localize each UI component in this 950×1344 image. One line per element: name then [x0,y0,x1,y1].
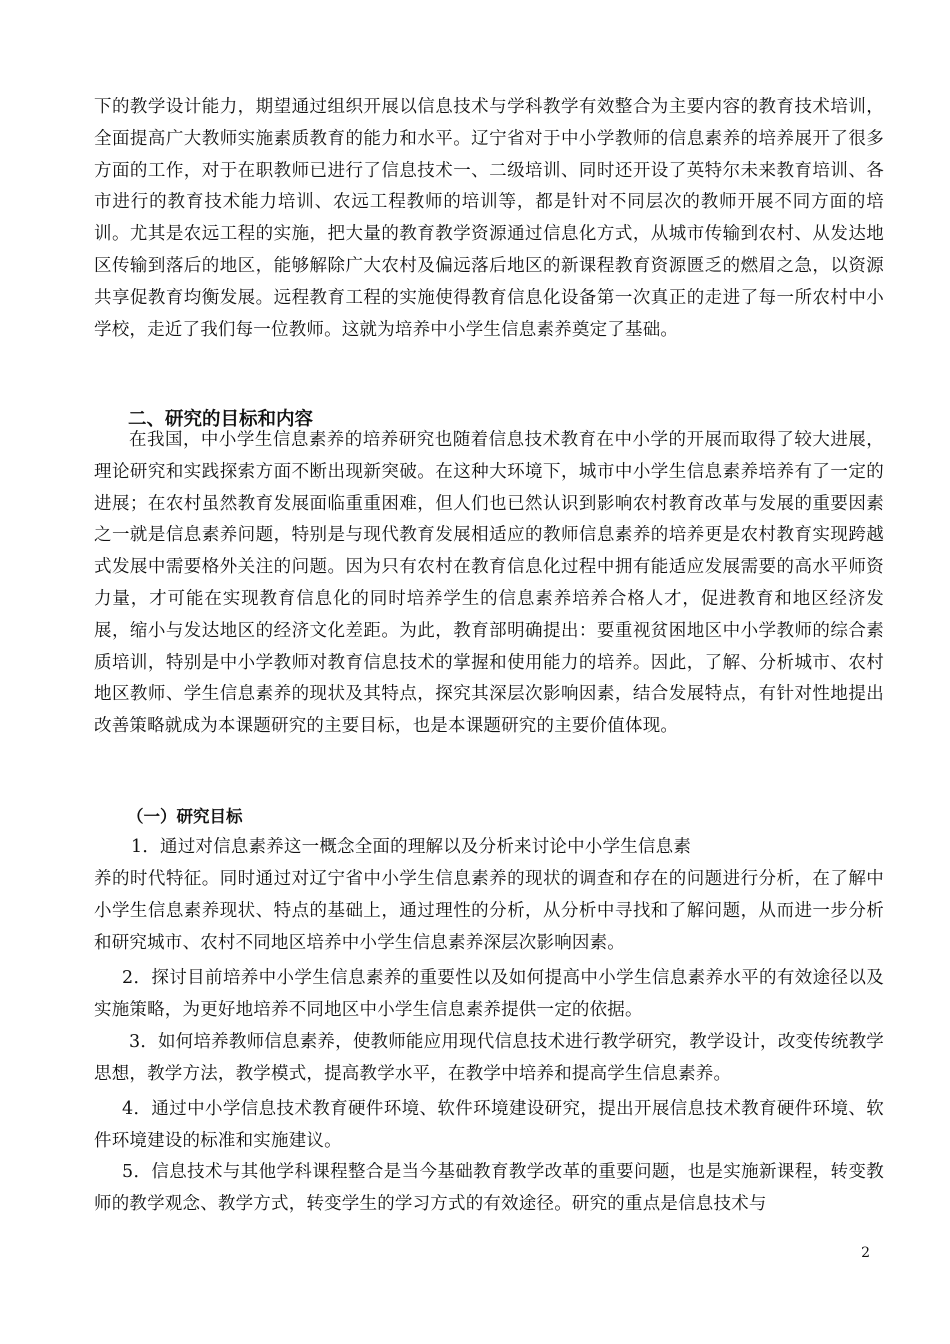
goal-2: 2．探讨目前培养中小学生信息素养的重要性以及如何提高中小学生信息素养水平的有效途径以及实施策略，为更好地培养不同地区中小学生信息素养提供一定的依据。 [94,968,884,1020]
page-number: 2 [861,1245,870,1261]
goal-4: 4．通过中小学信息技术教育硬件环境、软件环境建设研究，提出开展信息技术教育硬件环境、软件环境建设的标准和实施建议。 [94,1099,884,1151]
section-heading: 二、研究的目标和内容 [128,409,314,430]
goal-3: 3．如何培养教师信息素养，使教师能应用现代信息技术进行教学研究，教学设计，改变传统教学思想，教学方法，教学模式，提高教学水平，在教学中培养和提高学生信息素养。 [94,1032,884,1084]
goal-5: 5．信息技术与其他学科课程整合是当今基础教育教学改革的重要问题，也是实施新课程，转变教师的教学观念、教学方式，转变学生的学习方式的有效途径。研究的重点是信息技术与 [94,1162,884,1214]
paragraph-research-background: 在我国，中小学生信息素养的培养研究也随着信息技术教育在中小学的开展而取得了较大进展，理论研究和实践探索方面不断出现新突破。在这种大环境下，城市中小学生信息素养培养有了一定的进展；在农村虽然教育发展面临重重困难，但人们也已然认识到影响农村教育改革与发展的重要因素之一就是信息素养问题，特别是与现代教育发展相适应的教师信息素养的培养更是农村教育实现跨越式发展中需要格外关注的问题。因为只有农村在教育信息化过程中拥有能适应发展需要的高水平师资力量，才可能在实现教育信息化的同时培养学生的信息素养培养合格人才，促进教育和地区经济发展，缩小与发达地区的经济文化差距。为此，教育部明确提出：要重视贫困地区中小学教师的综合素质培训，特别是中小学教师对教育信息技术的掌握和使用能力的培养。因此，了解、分析城市、农村地区教师、学生信息素养的现状及其特点，探究其深层次影响因素，结合发展特点，有针对性地提出改善策略就成为本课题研究的主要目标，也是本课题研究的主要价值体现。 [94,430,884,737]
paragraph-teacher-training: 下的教学设计能力，期望通过组织开展以信息技术与学科教学有效整合为主要内容的教育技术培训，全面提高广大教师实施素质教育的能力和水平。辽宁省对于中小学教师的信息素养的培养展开了很多方面的工作，对于在职教师已进行了信息技术一、二级培训、同时还开设了英特尔未来教育培训、各市进行的教育技术能力培训、农远工程教师的培训等，都是针对不同层次的教师开展不同方面的培训。尤其是农远工程的实施，把大量的教育教学资源通过信息化方式，从城市传输到农村、从发达地区传输到落后的地区，能够解除广大农村及偏远落后地区的新课程教育资源匮乏的燃眉之急，以资源共享促教育均衡发展。远程教育工程的实施使得教育信息化设备第一次真正的走进了每一所农村中小学校，走近了我们每一位教师。这就为培养中小学生信息素养奠定了基础。 [94,97,884,340]
goal-1-first-line: 1．通过对信息素养这一概念全面的理解以及分析来讨论中小学生信息素 [131,837,692,857]
subsection-heading: （一）研究目标 [127,807,243,826]
goal-1-continued: 养的时代特征。同时通过对辽宁省中小学生信息素养的现状的调查和存在的问题进行分析，在了解中小学生信息素养现状、特点的基础上，通过理性的分析，从分析中寻找和了解问题，从而进一步分析和研究城市、农村不同地区培养中小学生信息素养深层次影响因素。 [94,869,884,953]
